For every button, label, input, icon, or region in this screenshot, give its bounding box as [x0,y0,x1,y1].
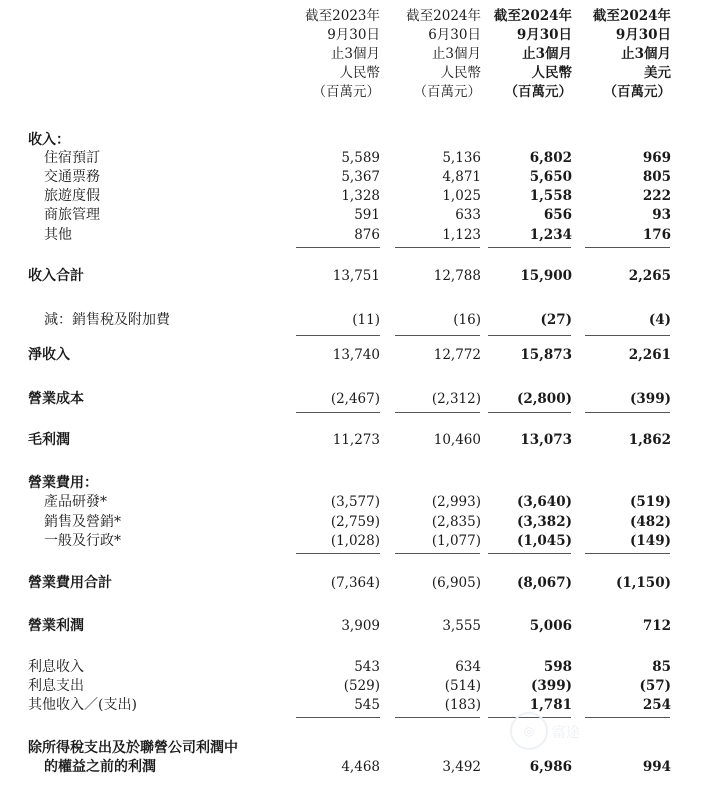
cell: 1,328 [341,188,380,204]
cell: 13,740 [332,347,380,363]
header-line: 止3個月 [621,46,671,62]
cell: 4,468 [341,759,380,775]
subtotal-rule [395,412,480,413]
cell: 591 [354,207,380,223]
subtotal-rule [395,335,480,336]
header-line: （百萬元） [603,84,671,100]
cell: 3,909 [341,618,380,634]
cell: 93 [652,207,671,223]
row-label-cost-of-revenue: 營業成本 [28,391,84,407]
header-line: 人民幣 [531,65,572,81]
row-label: 其他 [44,227,72,243]
subtotal-rule [296,717,380,718]
header-line: 截至2024年 [406,8,481,24]
section-label-revenue: 收入： [28,132,70,148]
cell: (399) [630,391,671,407]
header-line: 美元 [644,65,671,81]
cell: 5,006 [529,618,572,634]
cell: 805 [642,169,671,185]
cell: 634 [455,659,481,675]
row-label-total-revenue: 收入合計 [28,268,84,284]
subtotal-rule [585,247,670,248]
cell: 176 [642,227,671,243]
cell: (3,577) [330,494,380,510]
cell: (3,640) [516,494,572,510]
cell: (3,382) [516,514,572,530]
cell: 254 [642,697,671,713]
row-label: 減：銷售稅及附加費 [44,312,170,328]
cell: 543 [354,659,380,675]
cell: (11) [352,312,380,328]
cell: 85 [652,659,671,675]
cell: 1,025 [442,188,481,204]
cell: (2,312) [431,391,481,407]
column-header-q3-2023 [305,7,380,102]
subtotal-rule [296,412,380,413]
cell: 598 [543,659,572,675]
cell: 969 [642,150,671,166]
column-header-q2-2024 [406,7,481,102]
subtotal-rule [296,247,380,248]
section-label-operating-expenses: 營業費用： [28,475,98,491]
header-line: 9月30日 [327,27,380,43]
cell: 5,136 [442,150,481,166]
header-line: 截至2024年 [592,8,671,24]
cell: (482) [630,514,671,530]
cell: 633 [455,207,481,223]
row-label-profit-before-tax-line1: 除所得稅支出及於聯營公司利潤中 [28,740,238,756]
cell: (16) [453,312,481,328]
header-line: 9月30日 [516,27,572,43]
cell: 994 [642,759,671,775]
cell: 6,802 [529,150,572,166]
cell: (4) [648,312,671,328]
cell: 10,460 [433,432,481,448]
subtotal-rule [296,335,380,336]
header-line: 止3個月 [431,46,481,62]
cell: 6,986 [529,759,572,775]
cell: 5,589 [341,150,380,166]
cell: 1,862 [628,432,671,448]
subtotal-rule [488,553,571,554]
row-label: 產品研發* [44,494,107,510]
cell: 13,073 [520,432,572,448]
cell: 5,367 [341,169,380,185]
header-line: 止3個月 [522,46,572,62]
cell: 15,900 [520,268,572,284]
subtotal-rule [488,247,571,248]
cell: 545 [354,697,380,713]
cell: 1,781 [529,697,572,713]
cell: 222 [642,188,671,204]
row-label: 旅遊度假 [44,188,100,204]
cell: 1,558 [529,188,572,204]
row-label: 其他收入／(支出) [28,697,137,713]
cell: 4,871 [442,169,481,185]
cell: (399) [531,678,572,694]
cell: 712 [642,618,671,634]
row-label-total-operating-expenses: 營業費用合計 [28,575,112,591]
cell: (57) [639,678,671,694]
cell: 15,873 [520,347,572,363]
header-line: 人民幣 [339,65,380,81]
cell: 1,123 [442,227,481,243]
row-label-net-revenue: 淨收入 [28,347,70,363]
cell: (519) [630,494,671,510]
cell: 3,555 [442,618,481,634]
header-line: 9月30日 [615,27,671,43]
header-line: 截至2024年 [493,8,572,24]
cell: (529) [343,678,380,694]
watermark-logo-icon: ◎ [510,712,548,750]
watermark-text: 富途 [552,725,580,741]
cell: (1,028) [330,533,380,549]
cell: 2,261 [628,347,671,363]
subtotal-rule [585,412,670,413]
cell: 876 [354,227,380,243]
subtotal-rule [296,553,380,554]
subtotal-rule [395,553,480,554]
subtotal-rule [488,412,571,413]
header-line: 6月30日 [428,27,481,43]
cell: (1,045) [516,533,572,549]
cell: 3,492 [442,759,481,775]
subtotal-rule [488,335,571,336]
row-label: 利息收入 [28,659,84,675]
cell: 2,265 [628,268,671,284]
column-header-q3-2024-rmb [494,7,572,102]
cell: (149) [630,533,671,549]
header-line: 止3個月 [330,46,380,62]
row-label-gross-profit: 毛利潤 [28,432,70,448]
row-label: 住宿預訂 [44,150,100,166]
cell: 1,234 [529,227,572,243]
subtotal-rule [395,247,480,248]
cell: 11,273 [332,432,380,448]
cell: (183) [444,697,481,713]
cell: (514) [444,678,481,694]
cell: 5,650 [529,169,572,185]
row-label: 銷售及營銷* [44,514,121,530]
header-line: （百萬元） [312,84,380,100]
cell: 656 [543,207,572,223]
header-line: 截至2023年 [305,8,380,24]
row-label: 商旅管理 [44,207,100,223]
cell: (8,067) [516,575,572,591]
cell: (2,835) [431,514,481,530]
cell: 12,772 [433,347,481,363]
cell: (6,905) [431,575,481,591]
row-label-operating-profit: 營業利潤 [28,618,84,634]
cell: (27) [540,312,572,328]
cell: (7,364) [330,575,380,591]
cell: (1,077) [431,533,481,549]
cell: 13,751 [332,268,380,284]
header-line: （百萬元） [504,84,572,100]
cell: (2,759) [330,514,380,530]
row-label-profit-before-tax-line2: 的權益之前的利潤 [44,759,156,775]
column-header-q3-2024-usd [593,7,671,102]
cell: 12,788 [433,268,481,284]
cell: (2,467) [330,391,380,407]
header-line: （百萬元） [413,84,481,100]
subtotal-rule [585,335,670,336]
cell: (1,150) [615,575,671,591]
header-line: 人民幣 [440,65,481,81]
row-label: 利息支出 [28,678,84,694]
row-label: 一般及行政* [44,533,121,549]
subtotal-rule [395,717,480,718]
cell: (2,993) [431,494,481,510]
row-label: 交通票務 [44,169,100,185]
cell: (2,800) [516,391,572,407]
subtotal-rule [585,553,670,554]
subtotal-rule [585,717,670,718]
